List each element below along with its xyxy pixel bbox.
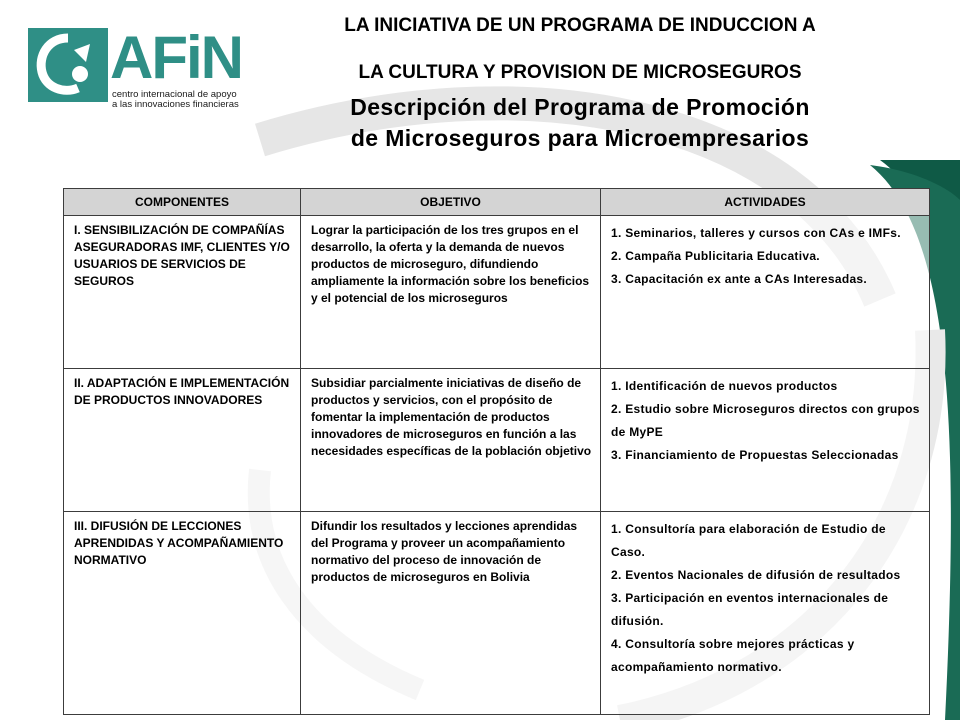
activity-item: 4. Consultoría sobre mejores prácticas y acompañamiento normativo. (611, 637, 855, 674)
table-header-row (64, 189, 930, 216)
table-row (64, 512, 930, 715)
subtitle-line: de Microseguros para Microempresarios (350, 125, 810, 151)
subtitle-line: Descripción del Programa de Promoción (350, 94, 810, 120)
program-table (63, 188, 930, 715)
activity-item: 1. Seminarios, talleres y cursos con CAs e IMFs. (611, 226, 901, 240)
activity-item: 1. Identificación de nuevos productos (611, 379, 838, 393)
activity-item: 2. Estudio sobre Microseguros directos con grupos de MyPE (611, 402, 920, 439)
column-header: ACTIVIDADES (601, 189, 930, 216)
activity-item: 3. Capacitación ex ante a CAs Interesadas. (611, 272, 868, 286)
objective-cell: Lograr la participación de los tres grupos en el desarrollo, la oferta y la demanda de nuevos productos de microseguro, difundiendo ampliamente la información sobre los beneficios y el potencial de los microseguros (301, 216, 601, 369)
activity-item: 3. Financiamiento de Propuestas Seleccionadas (611, 448, 899, 462)
page-subtitle (240, 92, 920, 154)
page-title-line2: LA CULTURA Y PROVISION DE MICROSEGUROS (358, 62, 802, 83)
objective-cell: Difundir los resultados y lecciones aprendidas del Programa y proveer un acompañamiento normativo del proceso de innovación de productos de microseguros en Bolivia (301, 512, 601, 715)
afin-logo (28, 24, 242, 110)
activity-item: 2. Campaña Publicitaria Educativa. (611, 249, 820, 263)
table-row (64, 216, 930, 369)
column-header: COMPONENTES (64, 189, 301, 216)
component-cell: II. ADAPTACIÓN E IMPLEMENTACIÓN DE PRODUCTOS INNOVADORES (64, 369, 301, 512)
activities-cell (601, 512, 930, 715)
logo-tagline: a las innovaciones financieras (112, 99, 239, 110)
column-header: OBJETIVO (301, 189, 601, 216)
page-title: LA INICIATIVA DE UN PROGRAMA DE INDUCCION A (344, 15, 816, 36)
activity-item: 2. Eventos Nacionales de difusión de resultados (611, 568, 901, 582)
component-cell: I. SENSIBILIZACIÓN DE COMPAÑÍAS ASEGURADORAS IMF, CLIENTES Y/O USUARIOS DE SERVICIOS DE SEGUROS (64, 216, 301, 369)
activity-item: 3. Participación en eventos internacionales de difusión. (611, 591, 889, 628)
logo-wordmark: AFiN (110, 24, 242, 91)
activity-item: 1. Consultoría para elaboración de Estudio de Caso. (611, 522, 886, 559)
component-cell: III. DIFUSIÓN DE LECCIONES APRENDIDAS Y ACOMPAÑAMIENTO NORMATIVO (64, 512, 301, 715)
activities-cell (601, 369, 930, 512)
table-row (64, 369, 930, 512)
logo-tagline: centro internacional de apoyo (112, 89, 237, 100)
objective-cell: Subsidiar parcialmente iniciativas de diseño de productos y servicios, con el propósito de fomentar la implementación de productos innovadores de microseguros en función a las necesidades específicas de la población objetivo (301, 369, 601, 512)
logo-swirl-icon (28, 28, 108, 102)
activities-cell (601, 216, 930, 369)
